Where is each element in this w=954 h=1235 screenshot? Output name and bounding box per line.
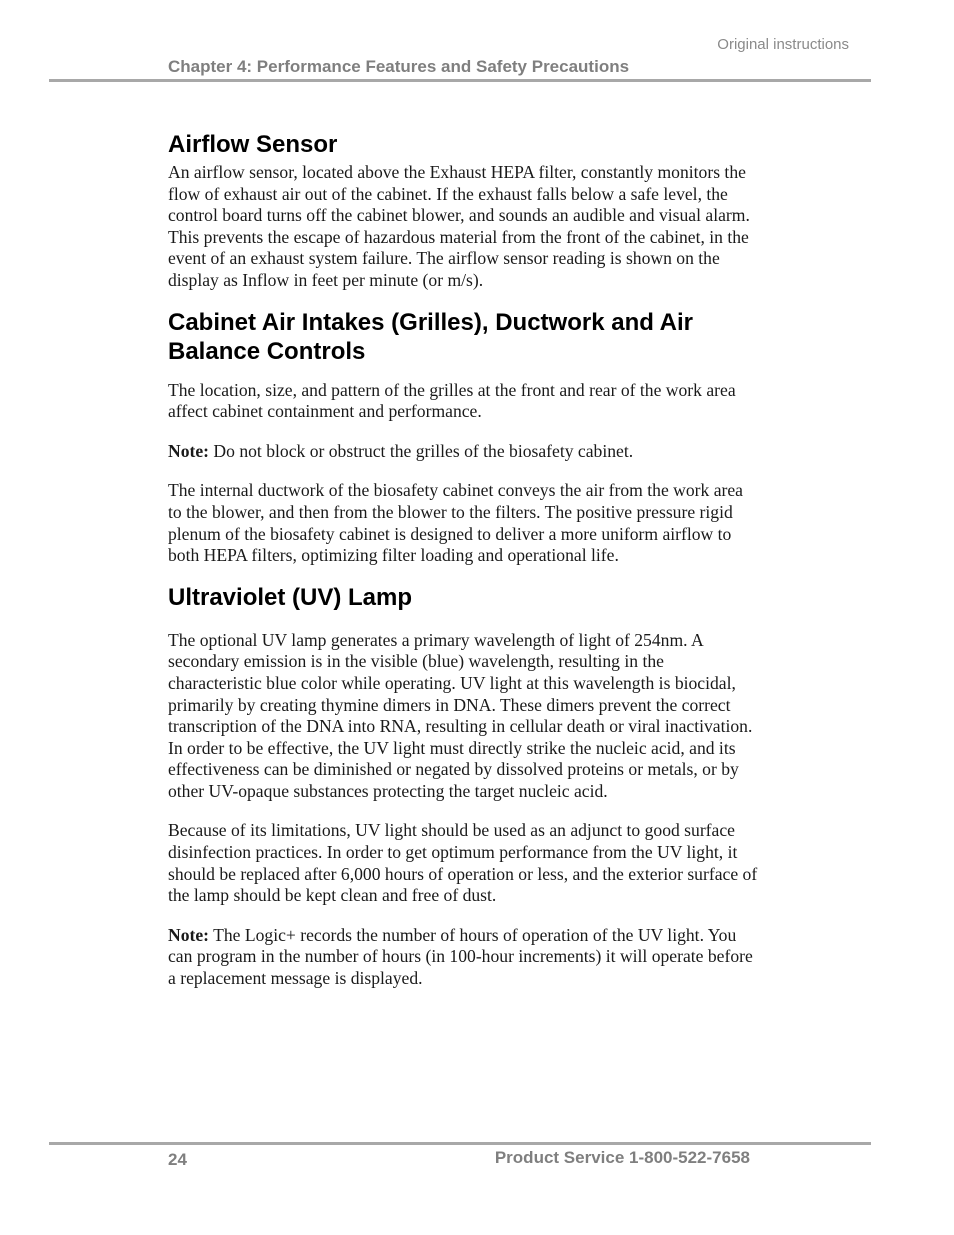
chapter-title: Chapter 4: Performance Features and Safety Precautions xyxy=(168,57,630,76)
page-content xyxy=(168,130,758,990)
air-intakes-heading: Cabinet Air Intakes (Grilles), Ductwork and Air Balance Controls xyxy=(168,308,693,365)
airflow-sensor-paragraph: An airflow sensor, located above the Exhaust HEPA filter, constantly monitors the flow of exhaust air out of the cabinet. If the exhaust falls below a safe level, the control board turns off the cabinet blower, and sounds an audible and visual alarm. This prevents the escape of hazardous material from the front of the cabinet, in the event of an exhaust system failure. The airflow sensor reading is shown on the display as Inflow in feet per minute (or m/s). xyxy=(168,162,750,290)
uv-limitations-paragraph: Because of its limitations, UV light should be used as an adjunct to good surface disinfection practices. In order to get optimum performance from the UV light, it should be replaced after 6,000 hours of operation or less, and the exterior surface of the lamp should be kept clean and free of dust. xyxy=(168,820,758,906)
airflow-sensor-heading: Airflow Sensor xyxy=(168,131,338,158)
uv-lamp-paragraph: The optional UV lamp generates a primary wavelength of light of 254nm. A secondary emission is in the visible (blue) wavelength, resulting in the characteristic blue color while operating. UV light at this wavelength is biocidal, primarily by creating thymine dimers in DNA. These dimers prevent the correct transcription of the DNA into RNA, resulting in cellular death or viral inactivation. In order to be effective, the UV light must directly strike the nucleic acid, and its effectiveness can be diminished or negated by dissolved proteins or metals, or by other UV-opaque substances protecting the target nucleic acid. xyxy=(168,629,753,801)
ductwork-paragraph: The internal ductwork of the biosafety cabinet conveys the air from the work area to the blower, and then from the blower to the filters. The positive pressure rigid plenum of the biosafety cabinet is designed to deliver a more uniform airflow to both HEPA filters, optimizing filter loading and operational life. xyxy=(168,480,743,566)
grilles-note xyxy=(168,441,758,463)
header-note: Original instructions xyxy=(717,36,849,53)
note-text: The Logic+ records the number of hours of operation of the UV light. You can program in the number of hours (in 100-hour increments) it will operate before a replacement message is displayed. xyxy=(168,924,753,989)
note-label: Note: xyxy=(168,440,210,461)
product-service-contact: Product Service 1-800-522-7658 xyxy=(494,1148,750,1167)
uv-note xyxy=(168,925,758,990)
footer-rule xyxy=(49,1142,871,1145)
air-intakes-paragraph: The location, size, and pattern of the grilles at the front and rear of the work area affect cabinet containment and performance. xyxy=(168,379,736,422)
uv-lamp-heading: Ultraviolet (UV) Lamp xyxy=(168,583,413,611)
header-rule xyxy=(49,79,871,82)
note-text: Do not block or obstruct the grilles of the biosafety cabinet. xyxy=(209,440,634,461)
note-label: Note: xyxy=(168,924,210,945)
page-number: 24 xyxy=(168,1150,187,1169)
